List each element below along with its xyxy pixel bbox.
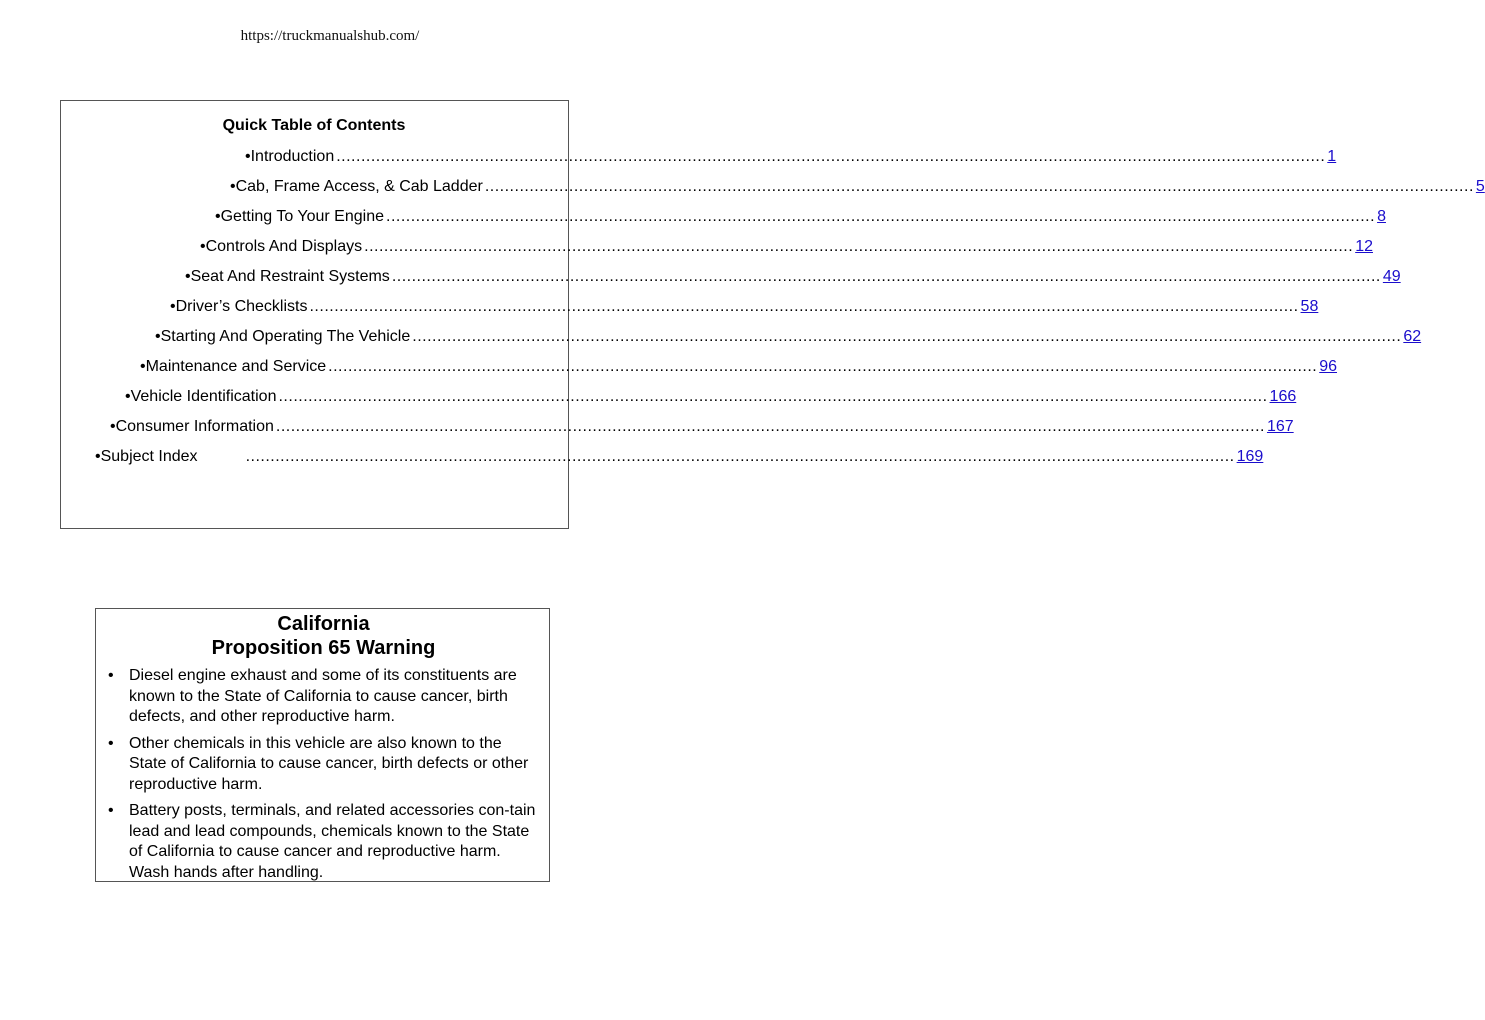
toc-entry-introduction[interactable] [245, 148, 1337, 168]
toc-page-link[interactable]: 166 [1269, 388, 1297, 405]
warning-list [96, 666, 551, 889]
toc-leader-dots: ........................................................................................................................................................................................................ [336, 148, 1326, 165]
warning-title-line2: Proposition 65 Warning [211, 637, 436, 659]
toc-leader-dots: ........................................................................................................................................................................................................ [245, 448, 1235, 465]
toc-page-link[interactable]: 167 [1266, 418, 1294, 435]
toc-entry-label: •Seat And Restraint Systems [185, 268, 390, 285]
toc-entry-cab-frame-access[interactable] [230, 178, 1485, 198]
toc-leader-dots: ........................................................................................................................................................................................................ [412, 328, 1402, 345]
toc-leader-dots: ........................................................................................................................................................................................................ [386, 208, 1376, 225]
toc-entry-getting-to-engine[interactable] [215, 208, 1386, 228]
warning-item [96, 666, 551, 728]
warning-item [96, 734, 551, 796]
toc-title-text: Quick Table of Contents [222, 117, 406, 134]
warning-item-text: Other chemicals in this vehicle are also known to the State of California to cause cancer, birth defects or other reproductive harm. [129, 734, 529, 793]
toc-leader-dots: ........................................................................................................................................................................................................ [278, 388, 1268, 405]
bullet-icon: • [108, 667, 114, 684]
toc-entry-label: •Maintenance and Service [140, 358, 327, 375]
toc-entry-label: •Starting And Operating The Vehicle [155, 328, 411, 345]
toc-page-link[interactable]: 5 [1475, 178, 1485, 195]
toc-entry-label: •Getting To Your Engine [215, 208, 384, 225]
toc-page-link[interactable]: 49 [1382, 268, 1401, 285]
warning-item-text: Diesel engine exhaust and some of its constituents are known to the State of California to cause cancer, birth defects, and other reproductive harm. [129, 667, 517, 725]
toc-entry-label: •Cab, Frame Access, & Cab Ladder [230, 178, 483, 195]
toc-entry-maintenance-service[interactable] [140, 358, 1338, 378]
toc-page-link[interactable]: 62 [1403, 328, 1422, 345]
toc-entry-label: •Subject Index [95, 448, 198, 465]
toc-leader-dots: ........................................................................................................................................................................................................ [309, 298, 1299, 315]
toc-entry-label: •Consumer Information [110, 418, 274, 435]
toc-entry-drivers-checklists[interactable] [170, 298, 1319, 318]
toc-entry-vehicle-identification[interactable] [125, 388, 1297, 408]
toc-page-link[interactable]: 1 [1327, 148, 1337, 165]
toc-entry-controls-displays[interactable] [200, 238, 1373, 258]
quick-table-of-contents [60, 100, 1485, 529]
toc-entry-label: •Vehicle Identification [125, 388, 277, 405]
bullet-icon: • [108, 802, 114, 819]
toc-page-link[interactable]: 12 [1355, 238, 1373, 255]
prop65-warning-box [95, 608, 550, 882]
toc-page-link[interactable]: 169 [1236, 448, 1264, 465]
toc-title [61, 117, 571, 135]
toc-entry-label: •Controls And Displays [200, 238, 363, 255]
warning-title-line1: California [277, 613, 370, 635]
page-url: https://truckmanualshub.com/ [240, 28, 420, 44]
toc-page-link[interactable]: 8 [1377, 208, 1386, 225]
toc-leader-dots: ........................................................................................................................................................................................................ [364, 238, 1354, 255]
toc-leader-dots: ........................................................................................................................................................................................................ [391, 268, 1381, 285]
toc-leader-dots: ........................................................................................................................................................................................................ [484, 178, 1474, 195]
toc-entry-seat-restraint[interactable] [185, 268, 1401, 288]
toc-leader-dots: ........................................................................................................................................................................................................ [275, 418, 1265, 435]
toc-entry-label: •Driver’s Checklists [170, 298, 308, 315]
toc-entry-starting-operating[interactable] [155, 328, 1422, 348]
toc-entry-subject-index[interactable] [95, 448, 1264, 468]
toc-page-link[interactable]: 58 [1300, 298, 1319, 315]
warning-item [96, 801, 551, 883]
toc-leader-dots: ........................................................................................................................................................................................................ [328, 358, 1318, 375]
bullet-icon: • [108, 734, 114, 752]
toc-entry-label: •Introduction [245, 148, 335, 165]
toc-page-link[interactable]: 96 [1319, 358, 1338, 375]
toc-entry-consumer-information[interactable] [110, 418, 1294, 438]
warning-title [96, 612, 551, 660]
warning-item-text: Battery posts, terminals, and related accessories con-tain lead and lead compounds, chemicals known to the State of California to cause cancer and reproductive harm. Wash hands after handling. [129, 802, 536, 881]
